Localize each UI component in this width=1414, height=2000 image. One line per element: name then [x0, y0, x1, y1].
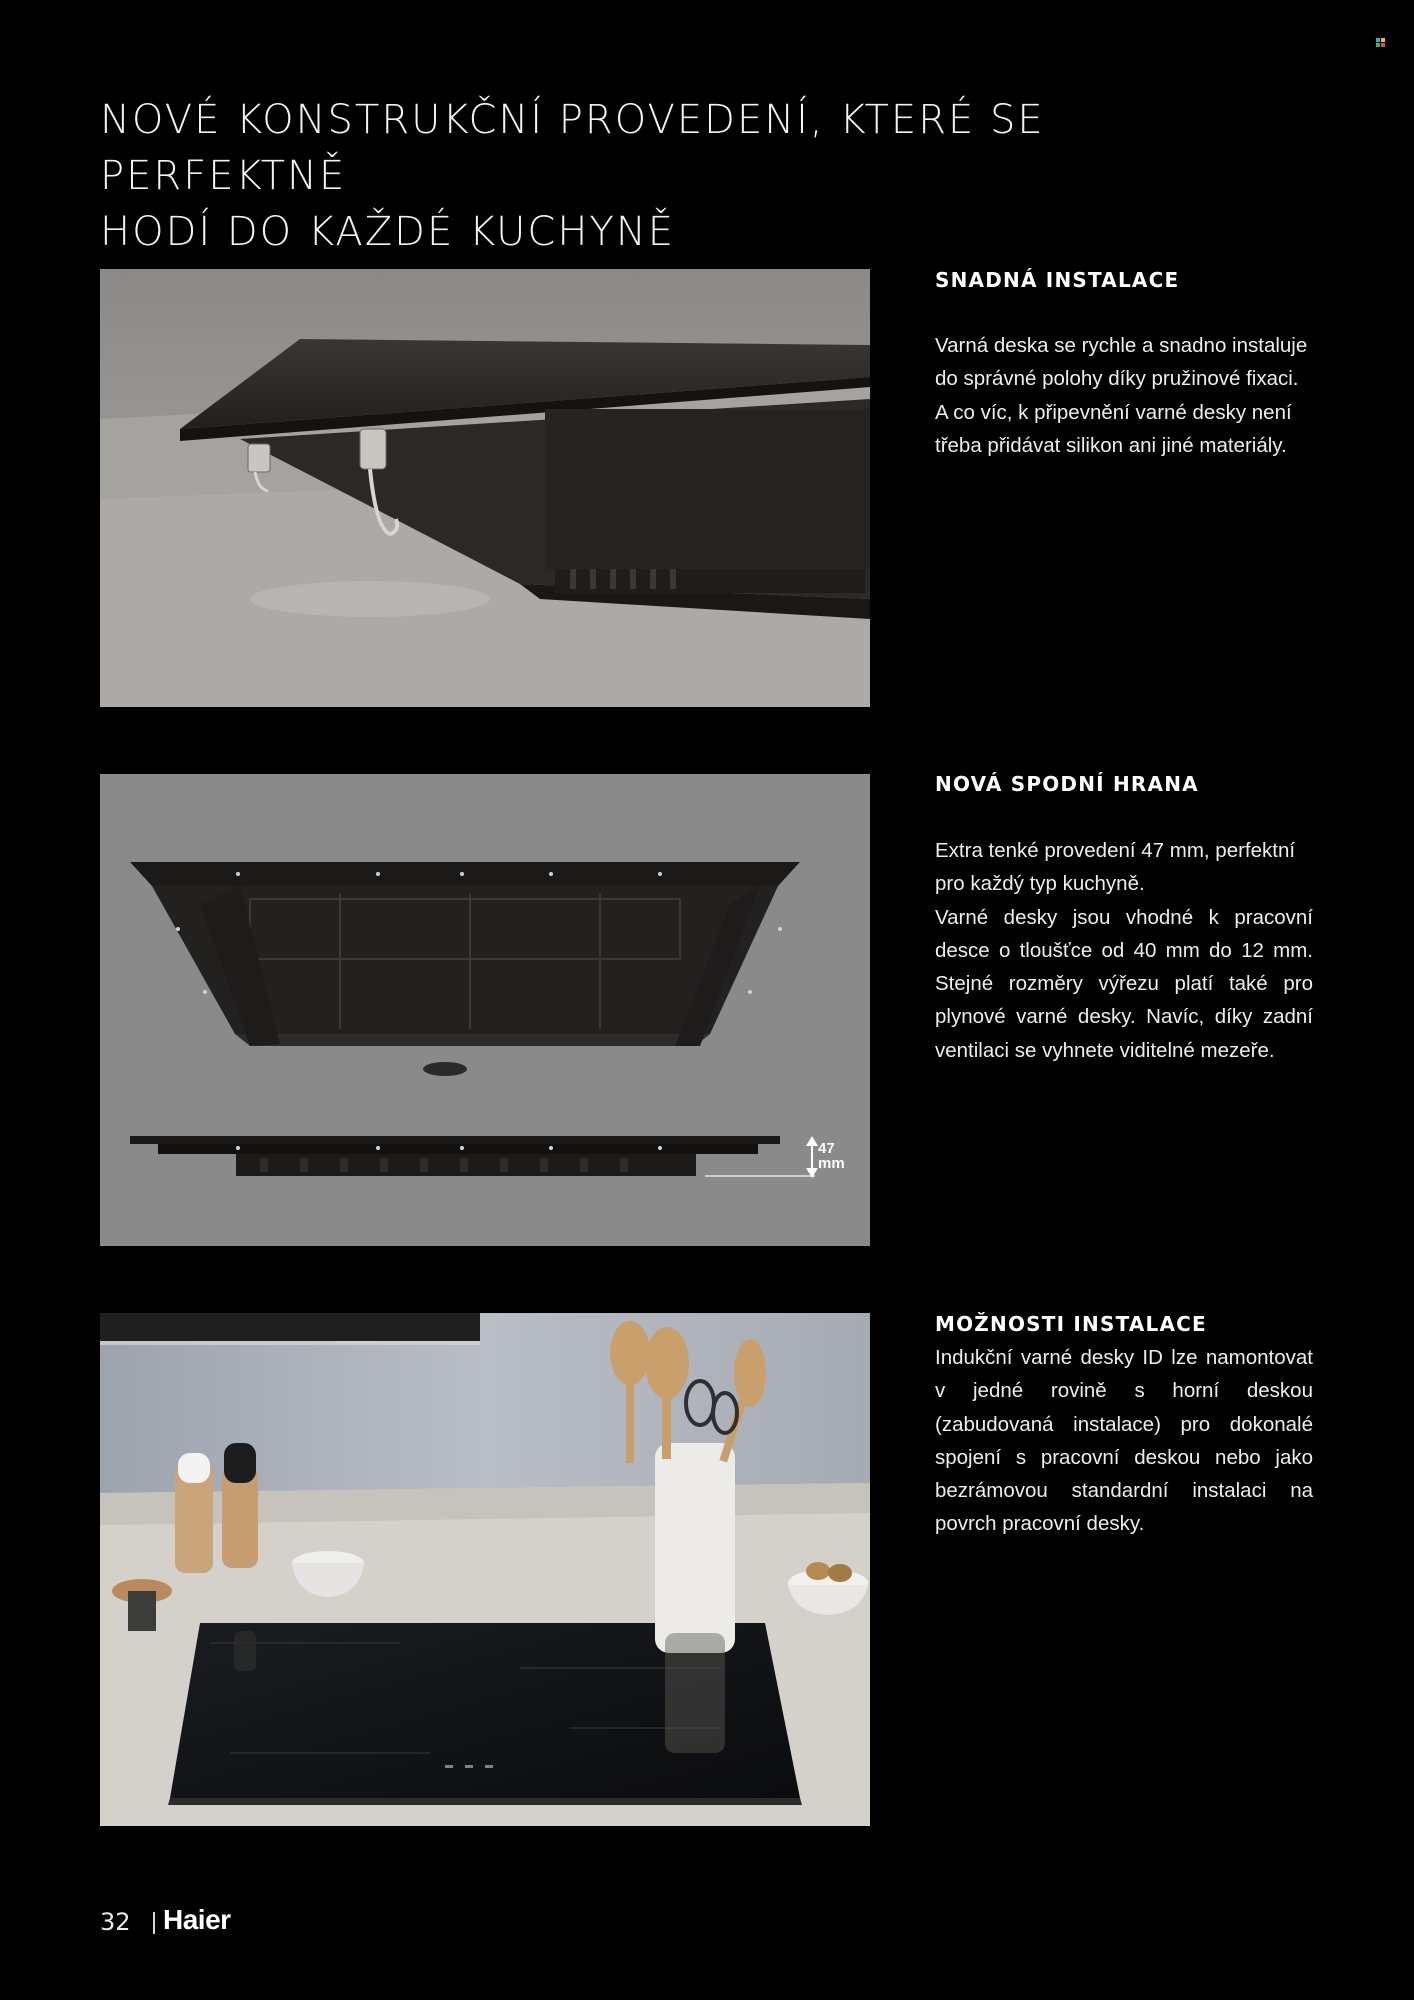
spring-fixing-photo [100, 269, 870, 707]
section-heading-easy-install: SNADNÁ INSTALACE [935, 268, 1180, 292]
section-heading-install-options: MOŽNOSTI INSTALACE [935, 1312, 1207, 1336]
dimension-value: 47 [818, 1140, 835, 1157]
section-paragraph: Varná deska se rychle a snadno instaluje do správné polohy díky pružinové fixaci. A co víc, k připevnění varné desky není třeba přidávat silikon ani jiné materiály. [935, 334, 1308, 457]
section-paragraph: Varné desky jsou vhodné k pracovní desce o tloušťce od 40 mm do 12 mm. Stejné rozměry výřezu platí také pro plynové varné desky. Navíc, díky zadní ventilaci se vyhnete viditelné mezeře. [935, 905, 1313, 1062]
underside-profile-photo [100, 774, 870, 1246]
kitchen-hob-photo [100, 1313, 870, 1826]
corner-logo-icon [1376, 38, 1386, 48]
section-body-new-bottom-edge [935, 834, 1313, 1067]
page-number: 32 [100, 1908, 131, 1936]
section-body-easy-install [935, 329, 1313, 462]
section-paragraph: Indukční varné desky ID lze namontovat v jedné rovině s horní deskou (zabudovaná instalace) pro dokonalé spojení s pracovní deskou nebo jako bezrámovou standardní instalaci na povrch pracovní desky. [935, 1346, 1313, 1536]
section-paragraph: Extra tenké provedení 47 mm, perfektní pro každý typ kuchyně. [935, 839, 1296, 896]
dimension-unit: mm [818, 1155, 845, 1172]
brand-logo: Haier [163, 1904, 231, 1935]
dimension-label [818, 1141, 845, 1171]
section-heading-new-bottom-edge: NOVÁ SPODNÍ HRANA [935, 772, 1199, 796]
page-title: NOVÉ KONSTRUKČNÍ PROVEDENÍ, KTERÉ SE PERFEKTNĚ HODÍ DO KAŽDÉ KUCHYNĚ [100, 97, 1045, 255]
footer-divider [153, 1912, 155, 1934]
section-body-install-options [935, 1341, 1313, 1541]
